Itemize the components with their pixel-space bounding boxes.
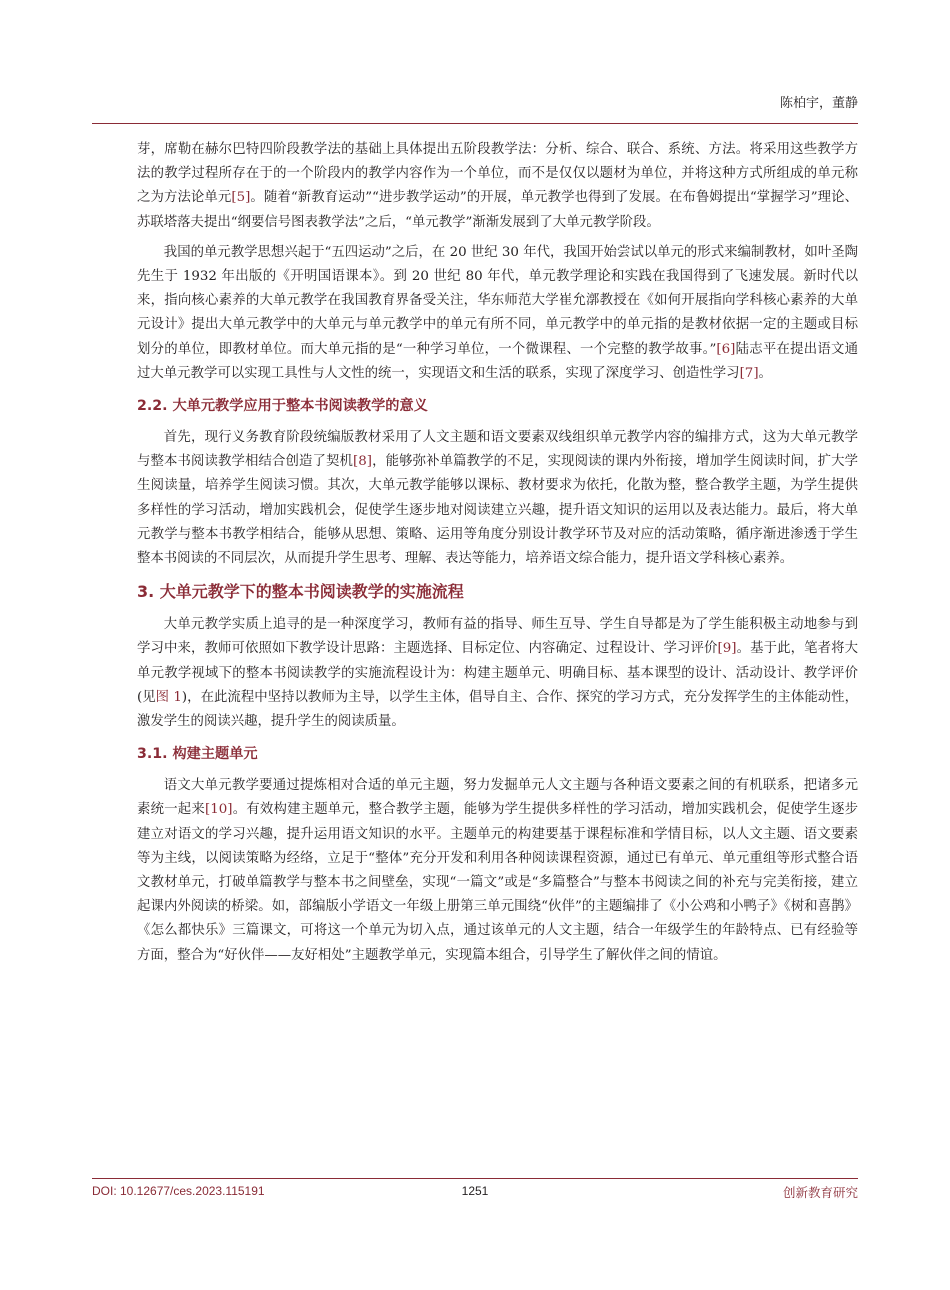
section-heading: 3. 大单元教学下的整本书阅读教学的实施流程 — [137, 582, 464, 602]
article-body — [137, 138, 858, 974]
paragraph-text: 。 — [758, 365, 772, 381]
page-number: 1251 — [461, 1184, 489, 1198]
paragraph-text: 陆志平在提出语文通过大单元教学可以实现工具性与人文性的统一，实现语文和生活的联系，实现了深度学习、创造性学习 — [137, 341, 859, 381]
paragraph-text: ，能够弥补单篇教学的不足，实现阅读的课内外衔接，增加学生阅读时间，扩大学生阅读量，培养学生阅读习惯。其次，大单元教学能够以课标、教材要求为依托，化散为整，整合教学主题，为学生提供多样性的学习活动，增加实践机会，促使学生逐步地对阅读建立兴趣，提升语文知识的运用以及表达能力。最后，将大单元教学与整本书教学相结合，能够从思想、策略、运用等角度分别设计教学环节及对应的活动策略，循序渐进渗透于学生整本书阅读的不同层次，从而提升学生思考、理解、表达等能力，培养语文综合能力，提升语文学科核心素养。 — [137, 454, 859, 567]
paragraph-text: 。有效构建主题单元，整合教学主题，能够为学生提供多样性的学习活动，增加实践机会，促使学生逐步建立对语文的学习兴趣，提升运用语文知识的水平。主题单元的构建要基于课程标准和学情目标，以人文主题、语文要素等为主线，以阅读策略为经络，立足于“整体”充分开发和利用各种阅读课程资源，通过已有单元、单元重组等形式整合语文教材单元，打破单篇教学与整本书之间壁垒，实现“一篇文”或是“多篇整合”与整本书阅读之间的补充与完美衔接，建立起课内外阅读的桥梁。如，部编版小学语文一年级上册第三单元围绕“伙伴”的主题编排了《小公鸡和小鸭子》《树和喜鹊》《怎么都快乐》三篇课文，可将这一个单元为切入点，通过该单元的人文主题，结合一年级学生的年龄特点、已有经验等方面，整合为“好伙伴——友好相处”主题教学单元，实现篇本组合，引导学生了解伙伴之间的情谊。 — [137, 802, 859, 963]
paragraph-text: )，在此流程中坚持以教师为主导，以学生主体，倡导自主、合作、探究的学习方式，充分发挥学生的主体能动性，激发学生的阅读兴趣，提升学生的阅读质量。 — [137, 689, 858, 730]
journal-name: 创新教育研究 — [782, 1185, 858, 1200]
paragraph-text: 。基于此，笔者将大单元教学视域下的整本书阅读教学的实施流程设计为：构建主题单元、明确目标、基本课型的设计、活动设计、教学评价(见 — [137, 641, 859, 705]
citation-link[interactable]: [7] — [739, 365, 759, 381]
citation-link[interactable]: 图 1 — [155, 689, 182, 705]
subsection-heading: 3.1. 构建主题单元 — [137, 746, 258, 763]
paragraph-text: 。随着“新教育运动”“进步教学运动”的开展，单元教学也得到了发展。在布鲁姆提出“掌握学习”理论、苏联塔落夫提出“纲要信号图表教学法”之后，“单元教学”渐渐发展到了大单元教学阶段。 — [137, 190, 858, 230]
body-paragraph — [137, 426, 858, 571]
body-paragraph — [137, 774, 858, 968]
paragraph-text: 我国的单元教学思想兴起于“五四运动”之后，在 20 世纪 30 年代，我国开始尝试以单元的形式来编制教材，如叶圣陶先生于 1932 年出版的《开明国语课本》。到 20 世纪 80 年代，单元教学理论和实践在我国得到了飞速发展。新时代以来，指向核心素养的大单元教学在我国教育界备受关注，华东师范大学崔允漷教授在《如何开展指向学科核心素养的大单元设计》提出大单元教学中的大单元与单元教学中的单元有所不同，单元教学中的单元指的是教材依据一定的主题或目标划分的单位，即教材单位。而大单元指的是“一种学习单位，一个微课程、一个完整的教学故事。” — [137, 244, 858, 357]
paragraph-text: 语文大单元教学要通过提炼相对合适的单元主题，努力发掘单元人文主题与各种语文要素之间的有机联系，把诸多元素统一起来 — [137, 778, 858, 818]
running-header-authors: 陈柏宇，董静 — [779, 96, 858, 111]
footer-doi[interactable]: DOI: 10.12677/ces.2023.115191 — [92, 1184, 265, 1198]
header-divider — [92, 123, 858, 124]
citation-link[interactable]: [8] — [353, 454, 372, 470]
paragraph-text: 大单元教学实质上追寻的是一种深度学习，教师有益的指导、师生互导、学生自导都是为了学生能积极主动地参与到学习中来，教师可依照如下教学设计思路：主题选择、目标定位、内容确定、过程设计、学习评价 — [137, 617, 858, 657]
citation-link[interactable]: [6] — [716, 341, 736, 357]
footer-divider — [92, 1178, 858, 1179]
citation-link[interactable]: [9] — [717, 641, 737, 657]
body-paragraph — [137, 241, 858, 386]
paragraph-text: 芽，席勒在赫尔巴特四阶段教学法的基础上具体提出五阶段教学法：分析、综合、联合、系统、方法。将采用这些教学方法的教学过程所存在于的一个阶段内的教学内容作为一个单位，而不是仅仅以题材为单位，并将这种方式所组成的单元称之为方法论单元 — [137, 142, 858, 206]
citation-link[interactable]: [10] — [205, 802, 233, 818]
body-paragraph — [137, 613, 858, 734]
citation-link[interactable]: [5] — [231, 190, 251, 206]
paragraph-text: 首先，现行义务教育阶段统编版教材采用了人文主题和语文要素双线组织单元教学内容的编排方式，这为大单元教学与整本书阅读教学相结合创造了契机 — [137, 430, 858, 470]
subsection-heading: 2.2. 大单元教学应用于整本书阅读教学的意义 — [137, 398, 428, 415]
body-paragraph — [137, 138, 858, 235]
